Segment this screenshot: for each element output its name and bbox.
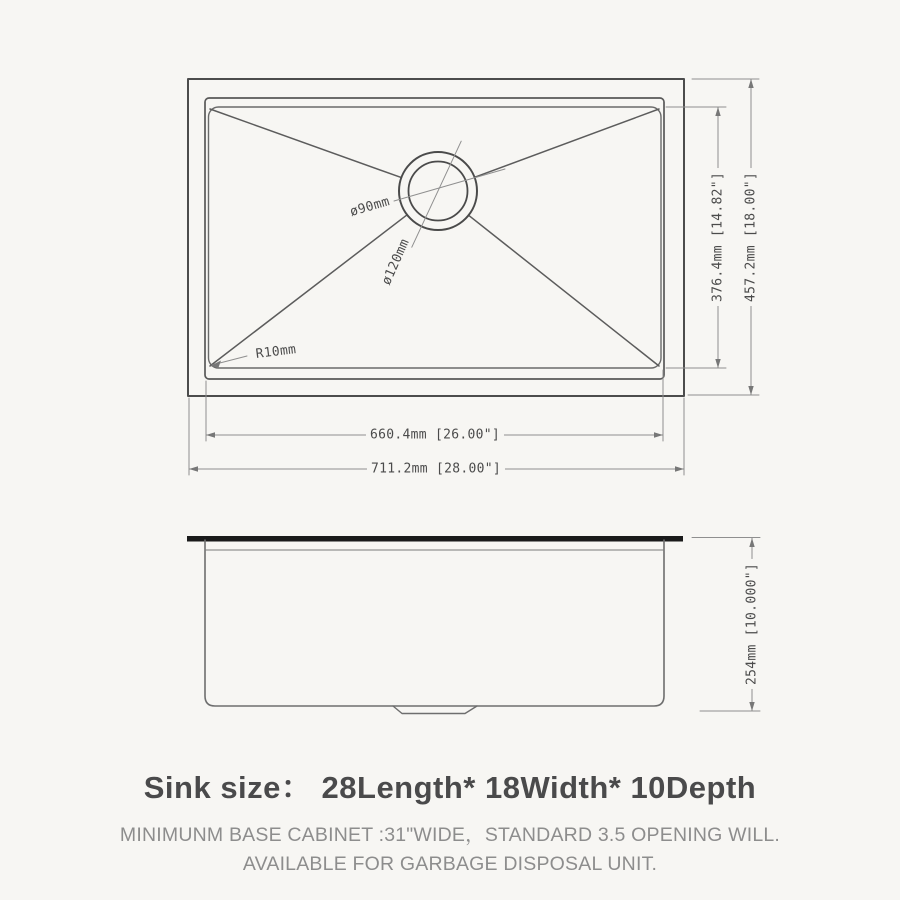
top-view-bottom-dims xyxy=(189,370,684,475)
outer-width-dimension: 711.2mm [28.00"] xyxy=(367,462,505,477)
corner-radius-label: R10mm xyxy=(254,342,298,362)
drain-inner-diameter-label: ø90mm xyxy=(348,194,392,220)
countertop-bar xyxy=(187,536,683,542)
top-view-linework xyxy=(188,79,759,475)
inner-depth-dimension: 376.4mm [14.82"] xyxy=(711,168,726,306)
cabinet-note-line1: MINIMUNM BASE CABINET :31"WIDE，STANDARD 3.5 OPENING WILL. xyxy=(119,824,781,846)
bowl-crease-lines xyxy=(210,109,659,366)
caption-block xyxy=(0,762,900,879)
drain-outer-diameter-label: ø120mm xyxy=(379,236,413,288)
drain-recess xyxy=(393,706,477,714)
outer-depth-dimension: 457.2mm [18.00"] xyxy=(744,168,759,306)
inner-width-dimension: 660.4mm [26.00"] xyxy=(366,428,504,443)
side-view-linework xyxy=(187,536,760,714)
sink-size-title: Sink size： 28Length* 18Width* 10Depth xyxy=(143,770,757,805)
cabinet-note-line2: AVAILABLE FOR GARBAGE DISPOSAL UNIT. xyxy=(242,853,658,875)
sink-depth-dimension: 254mm [10.000"] xyxy=(745,559,760,689)
